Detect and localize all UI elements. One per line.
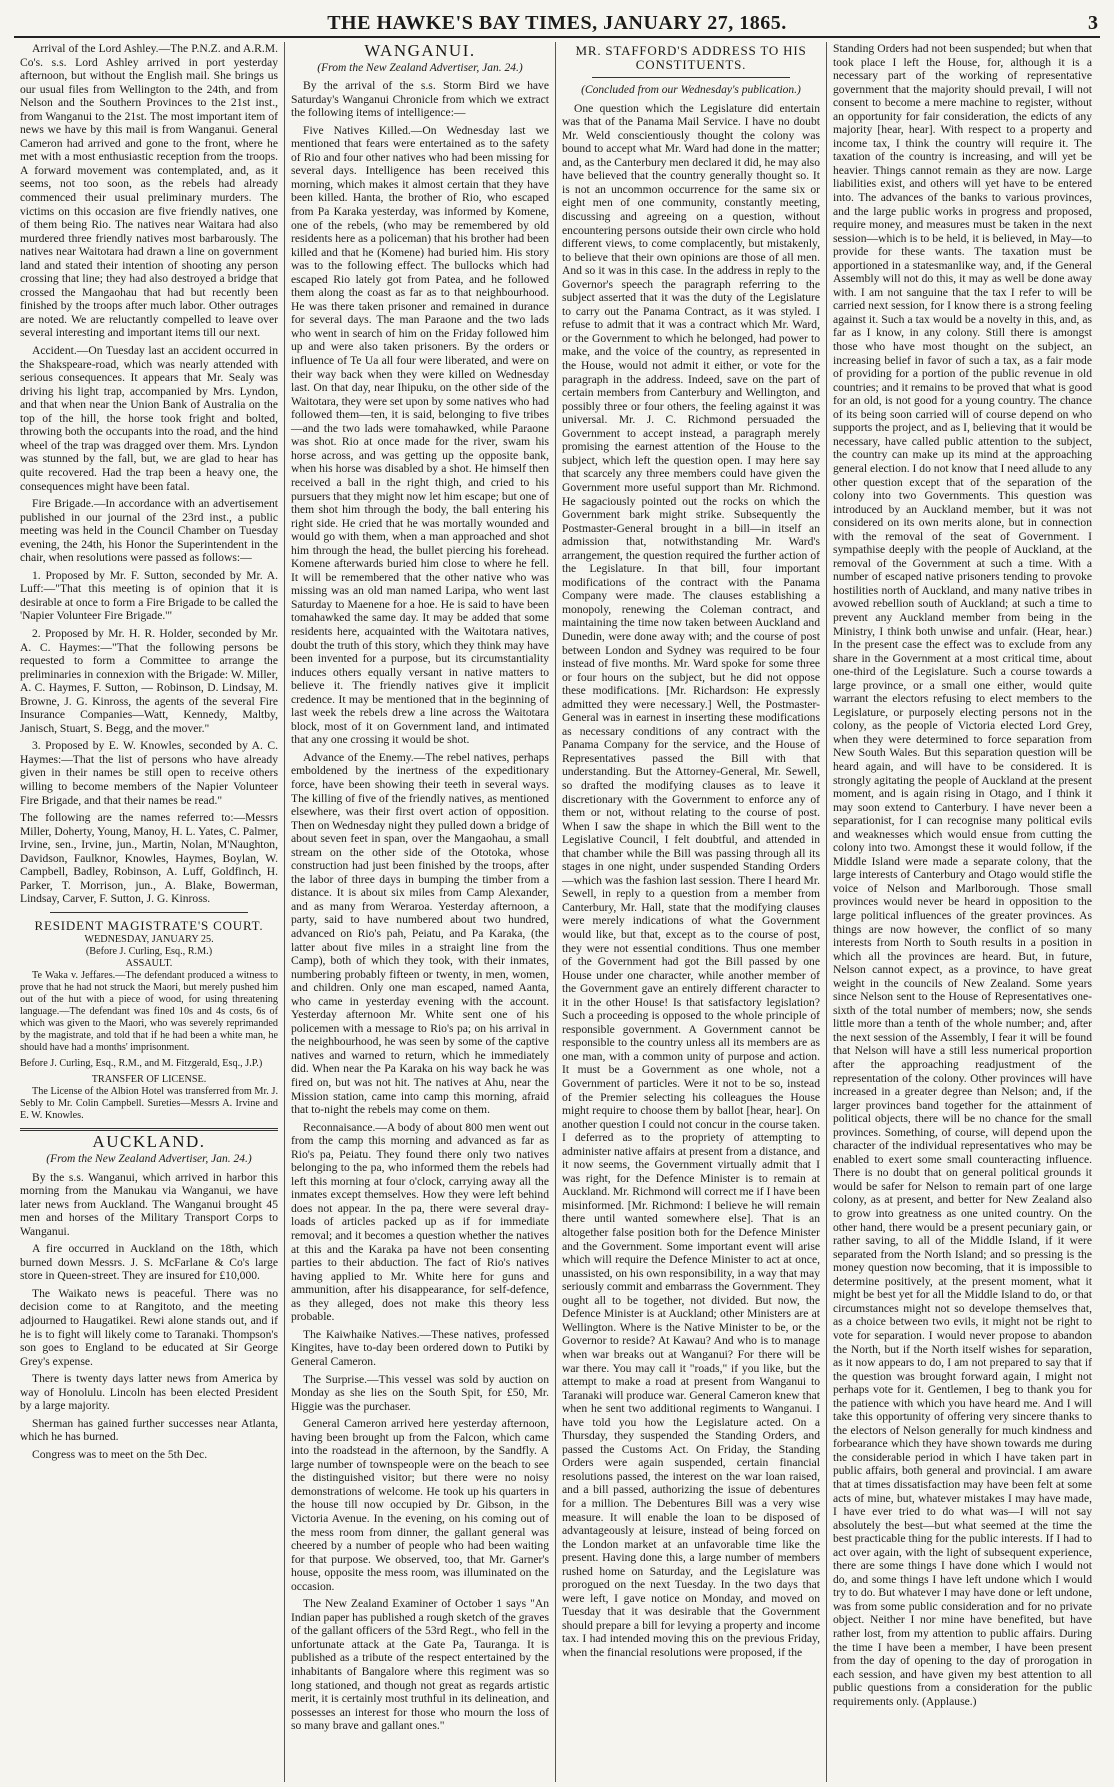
rm-transfer: TRANSFER OF LICENSE. <box>91 1074 207 1086</box>
resolution-1: 1. Proposed by Mr. F. Sutton, seconded by Mr. A. Luff:—"That this meeting is of opinion that it is desirable at once to form a Fire Brigade to be called the 'Napier Volunteer Fire Brigade.'" <box>20 568 278 623</box>
divider <box>50 912 248 913</box>
article-lord-ashley: Arrival of the Lord Ashley.—The P.N.Z. and A.R.M. Co's. s.s. Lord Ashley arrived in port yesterday afternoon, but without the English mail. She brings us our usual files from Wellington to the 24th, and from Nelson and the Southern Provinces to the 21st inst., from Wanganui to the 21st. The most important item of news we have by this mail is from Wanganui. General Cameron had arrived and gone to the front, where he met with a most enthusiastic reception from the troops. A forward movement was contemplated, and, as it seems, not too soon, as the rebels had already commenced their usual preliminary murders. The victims on this occasion are five friendly natives, one of them being Rio. The natives near Waitara had also murdered three friendly natives most barbarously. The natives near Waitotara had drawn a line on government land and stated their intention of shooting any person crossing that line; they had also destroyed a bridge that crossed the Mangaohau that had but recently been finished by the troops after much labor. Other outrages are noted. We are reluctantly compelled to leave over several interesting and important items till our next. <box>20 42 278 340</box>
auckland-source: (From the New Zealand Advertiser, Jan. 24.) <box>46 1153 252 1165</box>
auckland-para: By the s.s. Wanganui, which arrived in harbor this morning from the Manukau via Wanganui, we have later news from Auckland. The Wanganui brought 45 men and horses of the Military Transport Corps to Wanganui. <box>20 1170 278 1238</box>
auckland-para: Sherman has gained further successes near Atlanta, which he has burned. <box>20 1416 278 1444</box>
wanganui-heading: WANGANUI. <box>364 42 476 60</box>
article-examiner: The New Zealand Examiner of October 1 says "An Indian paper has published a rough sketch of the graves of the gallant officers of the 53rd Regt., who fell in the unfortunate attack at the Gate Pa, Tauranga. It is published as a tribute of the respect entertained by the inhabitants of Bangalore where this regiment was so long stationed, and though not great as regards artistic merit, it is certainly most truthful in its delineation, and possesses an interest for those who mourn the loss of so many brave and gallant ones." <box>291 1597 549 1733</box>
auckland-para: The Waikato news is peaceful. There was no decision come to at Rangitoto, and the meeting adjourned to Haugatikei. Rewi alone stands out, and if he is to fight will likely come to Taranaki. Thompson's son goes to England to be educated at Sir George Grey's expense. <box>20 1286 278 1368</box>
columns <box>14 42 1100 1782</box>
auckland-heading: AUCKLAND. <box>92 1132 206 1152</box>
divider <box>20 1128 278 1131</box>
column-4 <box>827 42 1098 1782</box>
rm-assault: ASSAULT. <box>125 958 173 970</box>
article-accident: Accident.—On Tuesday last an accident occurred in the Shakspeare-road, which was nearly attended with serious consequences. It appears that Mr. Sealy was driving his light trap, accompanied by Mrs. Lyndon, and that when near the Union Bank of Australia on the top of the hill, the horse took fright and bolted, throwing both the occupants into the road, and the hind wheel of the trap was dragged over them. Mrs. Lyndon was stunned by the fall, but, we are glad to hear has quite recovered. Had the trap been a heavy one, the consequences might have been fatal. <box>20 344 278 493</box>
rm-date: WEDNESDAY, JANUARY 25. <box>84 934 214 946</box>
article-advance: Advance of the Enemy.—The rebel natives, perhaps emboldened by the inertness of the expeditionary force, have been showing their teeth in several ways. The killing of five of the friendly natives, as mentioned elsewhere, was their first overt action of opposition. Then on Wednesday night they pulled down a bridge of about seven feet in span, over the Mangaohau, a small stream on the other side of the Ototoka, whose construction had just been finished by the troops, after the labor of three days in bumping the timber from a distance. It is about six miles from Camp Alexander, and as many from Weraroa. Yesterday afternoon, a party, said to have numbered about two hundred, advanced on Rio's pah, Peiatu, and Pa Karaka, (the latter about five miles in a straight line from the Camp), both of which they took, with their inmates, numbering probably fifteen or twenty, in men, women, and children. Only one man escaped, named Aanta, who came in yesterday evening with the account. Yesterday afternoon Mr. White sent one of his policemen with a message to Rio's pa; on his arrival in the neighbourhood, he was seen by some of the captive natives and warned to return, which he immediately did. When near the Pa Karaka on his way back he was fired on, but was not hit. The natives at Ahu, near the Mission station, came into camp this morning, afraid that to-night the rebels may come on them. <box>291 750 549 1117</box>
stafford-source: (Concluded from our Wednesday's publication.) <box>581 84 801 97</box>
divider <box>592 77 790 78</box>
column-3 <box>556 42 827 1782</box>
column-1 <box>14 42 285 1782</box>
names-list: The following are the names referred to:—Messrs Miller, Doherty, Young, Manoy, H. L. Yates, C. Palmer, Irvine, sen., Irvine, jun., Martin, Nolan, M'Naughton, Davidson, Faulknor, Knowles, Haymes, Boylan, W. Campbell, Badley, Robinson, A. Luff, Goldfinch, H. Parker, T. Morrison, jun., A. Blake, Bowerman, Lindsay, Carver, F. Sutton, J. G. Kinross. <box>20 811 278 906</box>
wanganui-intro: By the arrival of the s.s. Storm Bird we have Saturday's Wanganui Chronicle from which we extract the following items of intelligence:— <box>291 79 549 120</box>
masthead-title: THE HAWKE'S BAY TIMES, JANUARY 27, 1865. <box>327 12 787 34</box>
stafford-heading: MR. STAFFORD'S ADDRESS TO HIS CONSTITUENTS. <box>575 43 807 72</box>
resolution-3: 3. Proposed by E. W. Knowles, seconded by A. C. Haymes:—That the list of persons who have already given in their names be still open to receive others willing to become members of the Napier Volunteer Fire Brigade, and that their names be read." <box>20 739 278 807</box>
column-2 <box>285 42 556 1782</box>
stafford-para: One question which the Legislature did entertain was that of the Panama Mail Service. I have no doubt Mr. Weld conscientiously thought the colony was bound to accept what Mr. Ward had done in the matter; and, as the Canterbury men declared it did, he may also have believed that the country generally thought so. It is not an uncommon occurrence for the same six or eight men of one community, constantly meeting, discussing and agreeing on a question, without encountering persons outside their own circle who hold different views, to come complacently, but mistakenly, to believe that their own opinions are those of all men. And so it was in this case. In the address in reply to the Governor's speech the paragraph referring to the subject asserted that it was the duty of the Legislature to carry out the Panama Contract, as it was styled. I refuse to admit that it was a contract which Mr. Ward, or the Government to which he belonged, had power to make, and the voice of the country, as represented in the House, would not admit it either, or vote for the paragraph in the address. Indeed, save on the part of certain members from Canterbury and Wellington, and possibly three or four others, the feeling against it was universal. Mr. J. C. Richmond persuaded the Government to accept instead, a paragraph merely promising the earnest attention of the House to the subject, which left the question open. I may here say that scarcely any three members could have given the Government more useful support than Mr. Richmond. He sagaciously pointed out the rocks on which the Government bark might strike. Subsequently the Postmaster-General brought in a bill—in itself an admission that, notwithstanding Mr. Ward's arrangement, the question required the further action of the Legislature. In that bill, four important modifications of the contract with the Panama Company were made. The clauses establishing a monopoly, renewing the Coleman contract, and maintaining the time now taken between Auckland and Dunedin, were done away with; and the course of post between London and Sydney was required to be four instead of five months. Mr. Ward spoke for some three or four hours on the subject, but he did not oppose these modifications. [Mr. Richardson: He expressly admitted they were necessary.] Well, the Postmaster-General was in earnest in inserting these modifications as necessary conditions of any contract with the Panama Company for the service, and the House of Representatives passed the Bill with that understanding. But the Attorney-General, Mr. Sewell, so drafted the modifying clauses as to leave it discretionary with the Government to enforce any of them or not, without relating to the course of post. When I saw the shape in which the Bill went to the Legislative Council, I felt doubtful, and attended in that chamber while the Bill was passing through all its stages in one night, under suspended Standing Orders—which was the fashion last session. There I heard Mr. Sewell, in reply to a question from a member from Canterbury, Mr. Hall, state that the modifying clauses were merely indications of what the Government would like, but that, except as to the course of post, they were not essential conditions. Thus one member of the Government had got the Bill passed by one House under one character, while another member of the Government gave an entirely different character to it in the other House! Is that satisfactory legislation? Such a proceeding is opposed to the whole principle of responsible government. A Government cannot be responsible to the country unless all its members are as one man, with a common unity of purpose and action. It must be a Government as one whole, not a Government of particles. Were it not to be so, instead of the Premier selecting his colleagues the House might require to choose them by ballot [hear, hear]. On another question I could not concur in the course taken. I deferred as to the propriety of attempting to administer native affairs at present from a distance, and it now seems, the Government virtually admit that I was right, for the Defence Minister is to remain at Auckland. Mr. Richmond will correct me if I have been misinformed. [Mr. Richmond: I believe he will remain there until wanted somewhere else]. That is an altogether false position both for the Defence Minister and the Government. Some important event will arise which will require the Defence Minister to act at once, unassisted, on his own responsibility, in a way that may seriously commit and embarrass the Government. They ought all to be together, not divided. But now, the Defence Minister is at Auckland; other Ministers are at Wellington. Where is the Native Minister to be, or the Governor to reside? At Kawau? And who is to manage when war breaks out at Wanganui? For there will be war there. You may call it "roads," if you like, but the attempt to make a road at present from Wanganui to Taranaki will produce war. General Cameron knew that when he sent two additional regiments to Wanganui. I have told you how the Legislature acted. On a Thursday, they suspended the Standing Orders, and passed the Customs Act. On Friday, the Standing Orders were again suspended, certain financial resolutions passed, the interest on the war loan raised, and a bill passed, authorizing the issue of debentures for a million. The Debentures Bill was a very wise measure. It will enable the loan to be disposed of advantageously at leisure, instead of being forced on the London market at an unfavorable time like the present. Having done this, a large number of members rushed home on Saturday, and the Legislature was prorogued on the next Tuesday. In the two days that were left, I gave notice on Monday, and moved on Tuesday that it was desirable that the Government should prepare a bill for levying a property and income tax. I had intended moving this on the previous Friday, when the financial resolutions were proposed, if the <box>562 101 820 1659</box>
article-surprise: The Surprise.—This vessel was sold by auction on Monday as she lies on the South Spit, for £50, Mr. Higgie was the purchaser. <box>291 1372 549 1413</box>
auckland-para: There is twenty days latter news from America by way of Honolulu. Lincoln has been elected President by a large majority. <box>20 1372 278 1413</box>
rm-court-heading: RESIDENT MAGISTRATE'S COURT. <box>34 917 264 933</box>
masthead <box>14 8 1100 38</box>
page-number: 3 <box>1088 12 1098 34</box>
rm-before-2: Before J. Curling, Esq., R.M., and M. Fitzgerald, Esq., J.P.) <box>20 1058 263 1070</box>
stafford-continuation: Standing Orders had not been suspended; but when that took place I left the House, for, although it is a necessary part of the working of representative government that the majority should prevail, I will not consent to become a mere machine to register, without an opportunity for fair consideration, the edicts of any majority [hear, hear]. With respect to a property and income tax, I think the country will require it. The taxation of the country is increasing, and will yet be heavier. Things cannot remain as they are now. Large liabilities exist, and others will yet have to be entered into. The advances of the banks to various provinces, and the large public works in progress and proposed, require money, and measures must be taken in the next session—which is to be held, it is believed, in May—to provide for these wants. The taxation must be apportioned in a statesmanlike way, and, if the General Assembly will not do this, it may as well be done away with. I am not sanguine that the tax I refer to will be carried next session, for I know there is a strong feeling against it. Such a tax would be a novelty in this, and, as far as I know, in any colony. Still there is amongst those who have most thought on the subject, an increasing belief in favor of such a tax, as a fair mode of providing for a portion of the public revenue in old countries; and it remains to be proved that what is good for an old, is not good for a young country. The chance of its being soon carried will of course depend on who supports the project, and as I, believing that it would be necessary, have called public attention to the subject, the country can make up its mind at the approaching general election. I do not know that I need allude to any other question except that of the separation of the colony into two Governments. This question was introduced by an Auckland member, but it was not considered on its own merits alone, but in connection with the removal of the seat of Government. I sympathise deeply with the people of Auckland, at the removal of the Government at such a time. With a number of escaped native prisoners tending to provoke hostilities north of Auckland, and many native tribes in avowed rebellion south of Auckland; at such a time to prevent any Auckland member from being in the Ministry, I think both unwise and unfair. (Hear, hear.) In the present case the effect was to exclude from any share in the Government at a most critical time, about one-third of the Legislature. Such a course towards a large province, or a small one either, would quite warrant the electors refusing to elect members to the Legislature, or purposely electing persons not in the colony, as the people of Victoria elected Lord Grey, when they were determined to force separation from New South Wales. But this separation question will be heard again, and will have to be considered. It is strongly agitating the people of Auckland at the present moment, and is again rising in Otago, and I think it may soon extend to Canterbury. I have never been a separationist, for I can recognise many political evils and weaknesses which would ensue from cutting the colony into two. Amongst these it would follow, if the Middle Island were made a separate colony, that the large interests of Canterbury and Otago would stifle the voice of Nelson and Marlborough. Those small provinces would never be heard in opposition to the large political influences of the greater provinces. As things are now however, the conflict of so many interests from North to South results in a position in which all the provinces are heard. But, in future, Nelson cannot expect, as a province, to have great weight in the councils of New Zealand. Some years since Nelson sent to the House of Representatives one-sixth of the total number of members; now, she sends little more than a tenth of the whole number; and, after the next session of the Assembly, I fear it will be found that Nelson will have a still less numerical proportion after the approaching readjustment of the representation of the colony. Other provinces will have increased in a greater degree than Nelson; and, if the larger provinces band together for the attainment of political objects, there will be no chance for the small provinces. Something, of course, will depend upon the character of the individual representatives who may be enabled to exert some small counteracting influence. There is no doubt that on general political grounds it would be safer for Nelson to remain part of one large colony, as at present, and better for New Zealand also to grow into greatness as one united country. On the other hand, there would be a present pecuniary gain, or rather saving, to all of the Middle Island, if it were separated from the North Island; and so pressing is the money question now becoming, that it is impossible to determine positively, at the present moment, what it might be best yet for all the Middle Island to do, or that circumstances might not so develope themselves that, as a choice between two evils, it might not be right to vote for separation. I would never propose to abandon the North, but if the North itself wishes for separation, as it now appears to do, I am not prepared to say that if the question was brought forward again, I might not perhaps vote for it. Gentlemen, I beg to thank you for the patience with which you have heard me. And I will take this opportunity of offering very sincere thanks to the electors of Nelson generally for much kindness and forbearance which they have shown towards me during the considerable period in which I have taken part in public affairs, both general and provincial. I am aware that at times dissatisfaction may have been felt at some acts of mine, but, whatever mistakes I may have made, I have ever tried to do what was—I will not say absolutely the best—but what seemed at the time the best practicable thing for the public interests. If I had to act over again, with the light of subsequent experience, there are some things I have done which I would not do, and some things I have left undone which I would try to do. But whatever I may have done or left undone, was from some public consideration and for no private object. Neither I nor mine have benefited, but have rather lost, from my attention to public affairs. During the time I have been a member, I have been present from the day of opening to the day of prorogation in each session, and have given my best attention to all public questions from a consideration for the public requirements only. (Applause.) <box>833 42 1092 1708</box>
article-fire-brigade: Fire Brigade.—In accordance with an advertisement published in our journal of the 23rd inst., a public meeting was held in the Council Chamber on Tuesday evening, the 24th, his Honor the Superintendent in the chair, when resolutions were passed as follows:— <box>20 497 278 565</box>
rm-license: The License of the Albion Hotel was transferred from Mr. J. Sebly to Mr. Colin Campbell. Sureties—Messrs A. Irvine and E. W. Knowles. <box>20 1086 278 1122</box>
resolution-2: 2. Proposed by Mr. H. R. Holder, seconded by Mr. A. C. Haymes:—"That the following persons be requested to form a Committee to arrange the preliminaries in connexion with the Brigade: W. Miller, A. C. Haymes, F. Sutton, — Robinson, D. Lindsay, M. Browne, J. G. Kinross, the agents of the several Fire Insurance Companies—Watt, Kennedy, Maltby, Janisch, Stuart, S. Begg, and the mover." <box>20 626 278 735</box>
article-five-natives: Five Natives Killed.—On Wednesday last we mentioned that fears were entertained as to the safety of Rio and four other natives who had been missing for several days. Intelligence has been received this morning, which makes it almost certain that they have been killed. Hanta, the brother of Rio, who escaped from Pa Karaka yesterday, was informed by Komene, one of the rebels, (who may be remembered by old residents here as a policeman) that his brother had been killed and that he (Komene) had buried him. His story was to the following effect. The bullocks which had escaped Rio lately got from Patea, and he followed them along the coast as far as to that neighbourhood. He was there taken prisoner and remained in durance for several days. The man Paraone and the two lads who went in search of him on the Friday followed him up and were also taken prisoners. By the orders or influence of Te Ua all four were liberated, and were on their way back when they were killed on Wednesday last. On that day, near Ihipuku, on the other side of the Waitotara, they were set upon by some natives who had followed them—ten, it is said, belonging to five tribes—and the two lads were tomahawked, while Paraone was shot. Rio at once made for the river, swam his horse across, and was getting up the opposite bank, when his horse was disabled by a shot. He himself then received a ball in the right thigh, and cried to his pursuers that they might now let him escape; but one of them shot him through the body, the ball entering his right side. He cried that he was mortally wounded and would go with them, when a man approached and shot him through the head, the bullet piercing his forehead. Komene afterwards buried him close to where he fell. It will be remembered that the other native who was missing was an old man named Laripa, who went last Saturday to Maenene for a hoe. He is said to have been tomahawked the same day. It may be added that some residents here, acquainted with the Waitotara natives, doubt the truth of this story, which they think may have been invented for a purpose, but its circumstantiality induces others equally versant in native matters to believe it. The friendly natives give it implicit credence. It may be mentioned that in the beginning of last week the rebels drew a line across the Waitotara block, most of it on Government land, and intimated that any one crossing it would be shot. <box>291 123 549 747</box>
article-reconnaisance: Reconnaisance.—A body of about 800 men went out from the camp this morning and advanced as far as Rio's pa, Peiatu. They found there only two natives belonging to the pa, who informed them the rebels had left this morning at four o'clock, carrying away all the inmates except themselves. How they were left behind does not appear. In the pa, there were several dray-loads of articles packed up as if for immediate removal; and it becomes a question whether the natives at this and the Karaka pa have not been consenting parties to their abduction. The fact of Rio's natives having applied to Mr. White here for guns and ammunition, after his disappearance, for self-defence, as they alleged, does not make this theory less probable. <box>291 1120 549 1324</box>
rm-case: Te Waka v. Jeffares.—The defendant produced a witness to prove that he had not struck the Maori, but merely pushed him out of the hut with a piece of wood, for using threatening language.—The defendant was fined 10s and 4s costs, 6s of which was given to the Maori, who was severely reprimanded by the magistrate, and told that if he had been a white man, he should have had a months' imprisonment. <box>20 970 278 1054</box>
auckland-para: Congress was to meet on the 5th Dec. <box>32 1447 208 1461</box>
rm-before: (Before J. Curling, Esq., R.M.) <box>85 946 213 958</box>
article-kaiwhaike: The Kaiwhaike Natives.—These natives, professed Kingites, have to-day been ordered down to Putiki by General Cameron. <box>291 1327 549 1368</box>
wanganui-source: (From the New Zealand Advertiser, Jan. 24.) <box>317 61 523 74</box>
article-cameron: General Cameron arrived here yesterday afternoon, having been brought up from the Falcon, which came into the roadstead in the afternoon, by the Sandfly. A large number of townspeople were on the beach to see the distinguished visitor; but there were no noisy demonstrations of welcome. He took up his quarters in the house till now occupied by Dr. Gibson, in the Victoria Avenue. In the evening, on his coming out of the mess room from dinner, the gallant general was cheered by a number of people who had been waiting for that purpose. We observed, too, that Mr. Garner's house, opposite the mess room, was illuminated on the occasion. <box>291 1417 549 1593</box>
auckland-para: A fire occurred in Auckland on the 18th, which burned down Messrs. J. S. McFarlane & Co's large store in Queen-street. They are insured for £10,000. <box>20 1242 278 1283</box>
